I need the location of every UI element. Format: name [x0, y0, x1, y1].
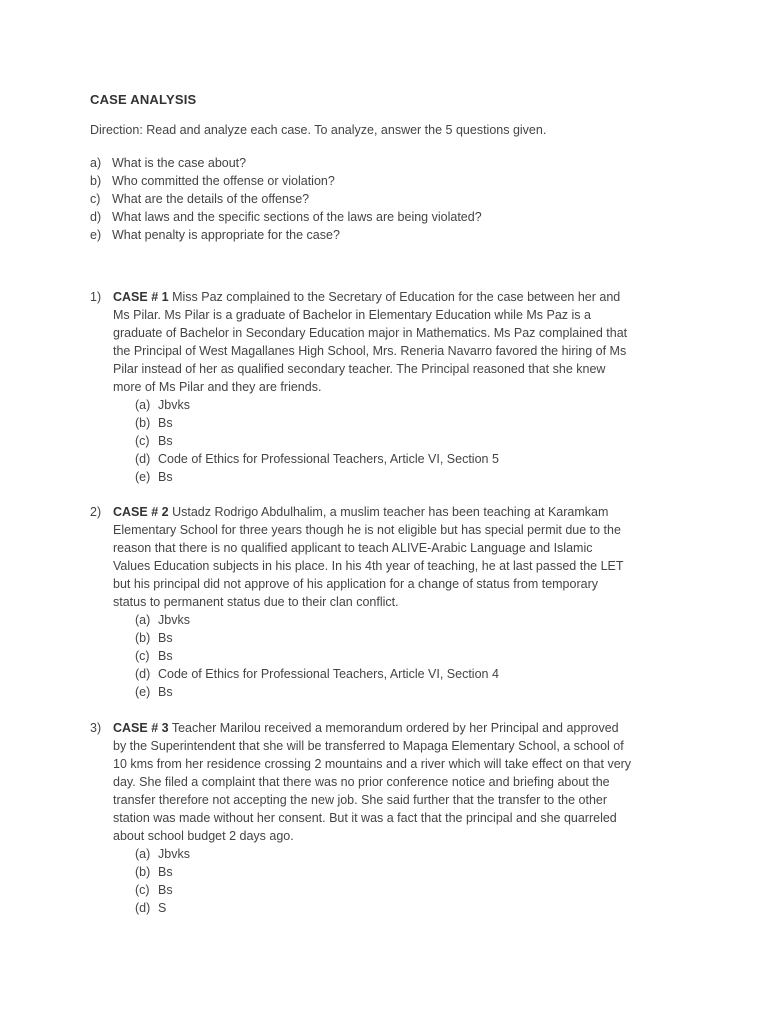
- case-body: [113, 719, 698, 917]
- answer-text: Bs: [158, 416, 173, 430]
- case-line: by the Superintendent that she will be transferred to Mapaga Elementary School, a school of: [113, 739, 624, 753]
- question-text: What are the details of the offense?: [112, 192, 310, 206]
- question-letter: c): [90, 192, 101, 206]
- answer-letter: (d): [135, 667, 151, 681]
- answer-letter: (b): [135, 416, 151, 430]
- question-item: [90, 208, 482, 226]
- answer-list: [113, 611, 698, 701]
- case-label: CASE # 3: [113, 721, 169, 735]
- answer-list: [113, 845, 698, 917]
- answer-item: [135, 432, 698, 450]
- answer-letter: (b): [135, 865, 151, 879]
- question-letter: a): [90, 156, 102, 170]
- answer-letter: (b): [135, 631, 151, 645]
- question-item: [90, 154, 482, 172]
- answer-letter: (e): [135, 685, 151, 699]
- case-line: graduate of Bachelor in Secondary Education major in Mathematics. Ms Paz complained that: [113, 326, 628, 340]
- case-line: but his principal did not approve of his application for a change of status from temporary: [113, 577, 598, 591]
- answer-text: Bs: [158, 685, 173, 699]
- answer-letter: (a): [135, 847, 151, 861]
- case-line: reason that there is no qualified applicant to teach ALIVE-Arabic Language and Islamic: [113, 541, 593, 555]
- case-line: [113, 719, 698, 737]
- answer-letter: (e): [135, 470, 151, 484]
- question-item: [90, 190, 482, 208]
- case-line: [113, 503, 698, 521]
- answer-text: S: [158, 901, 167, 915]
- answer-text: Bs: [158, 649, 173, 663]
- answer-text: Code of Ethics for Professional Teachers, Article VI, Section 4: [158, 667, 499, 681]
- question-list: [90, 154, 482, 244]
- answer-item: [135, 665, 698, 683]
- answer-text: Jbvks: [158, 847, 190, 861]
- case-body: [113, 288, 698, 486]
- answer-letter: (a): [135, 398, 151, 412]
- answer-letter: (c): [135, 649, 150, 663]
- document-title: CASE ANALYSIS: [90, 92, 197, 107]
- case-line: day. She filed a complaint that there was no prior conference notice and briefing about the: [113, 775, 610, 789]
- answer-item: [135, 414, 698, 432]
- answer-item: [135, 881, 698, 899]
- question-text: What penalty is appropriate for the case?: [112, 228, 340, 242]
- answer-item: [135, 863, 698, 881]
- answer-item: [135, 468, 698, 486]
- answer-item: [135, 611, 698, 629]
- case-body: [113, 503, 698, 701]
- case-line: about school budget 2 days ago.: [113, 829, 294, 843]
- question-text: What laws and the specific sections of the laws are being violated?: [112, 210, 482, 224]
- case-line: transfer therefore not accepting the new job. She said further that the transfer to the other: [113, 793, 608, 807]
- case-line: status to permanent status due to their clan conflict.: [113, 595, 399, 609]
- case-line: Values Education subjects in his place. In his 4th year of teaching, he at last passed the LET: [113, 559, 624, 573]
- answer-item: [135, 683, 698, 701]
- question-text: What is the case about?: [112, 156, 247, 170]
- answer-text: Bs: [158, 883, 173, 897]
- case-line: Pilar instead of her as qualified secondary teacher. The Principal reasoned that she knew: [113, 362, 606, 376]
- case-number: 2): [90, 505, 102, 519]
- answer-item: [135, 450, 698, 468]
- question-text: Who committed the offense or violation?: [112, 174, 335, 188]
- case-text: Ustadz Rodrigo Abdulhalim, a muslim teacher has been teaching at Karamkam: [168, 505, 609, 519]
- case-line: [113, 288, 698, 306]
- answer-text: Bs: [158, 470, 173, 484]
- case-line: the Principal of West Magallanes High School, Mrs. Reneria Navarro favored the hiring of Ms: [113, 344, 627, 358]
- case-line: station was made without her consent. But it was a fact that the principal and she quarreled: [113, 811, 617, 825]
- answer-letter: (c): [135, 434, 150, 448]
- question-item: [90, 172, 482, 190]
- case-label: CASE # 1: [113, 290, 169, 304]
- case-line: more of Ms Pilar and they are friends.: [113, 380, 322, 394]
- answer-item: [135, 845, 698, 863]
- answer-text: Code of Ethics for Professional Teachers, Article VI, Section 5: [158, 452, 499, 466]
- question-item: [90, 226, 482, 244]
- answer-text: Bs: [158, 434, 173, 448]
- answer-text: Jbvks: [158, 398, 190, 412]
- case-line: Elementary School for three years though he is not eligible but has special permit due to the: [113, 523, 621, 537]
- direction-text: Direction: Read and analyze each case. To analyze, answer the 5 questions given.: [90, 123, 547, 137]
- answer-letter: (d): [135, 901, 151, 915]
- answer-text: Bs: [158, 631, 173, 645]
- case-number: 1): [90, 290, 102, 304]
- answer-text: Jbvks: [158, 613, 190, 627]
- answer-item: [135, 396, 698, 414]
- case-number: 3): [90, 721, 102, 735]
- answer-item: [135, 647, 698, 665]
- question-letter: b): [90, 174, 102, 188]
- answer-text: Bs: [158, 865, 173, 879]
- question-letter: e): [90, 228, 102, 242]
- question-letter: d): [90, 210, 102, 224]
- answer-letter: (d): [135, 452, 151, 466]
- answer-item: [135, 899, 698, 917]
- case-label: CASE # 2: [113, 505, 169, 519]
- answer-letter: (a): [135, 613, 151, 627]
- answer-item: [135, 629, 698, 647]
- case-text: Teacher Marilou received a memorandum ordered by her Principal and approved: [168, 721, 619, 735]
- answer-list: [113, 396, 698, 486]
- answer-letter: (c): [135, 883, 150, 897]
- case-line: 10 kms from her residence crossing 2 mountains and a river which will take effect on that very: [113, 757, 632, 771]
- case-text: Miss Paz complained to the Secretary of Education for the case between her and: [168, 290, 621, 304]
- case-line: Ms Pilar. Ms Pilar is a graduate of Bachelor in Elementary Education while Ms Paz is a: [113, 308, 591, 322]
